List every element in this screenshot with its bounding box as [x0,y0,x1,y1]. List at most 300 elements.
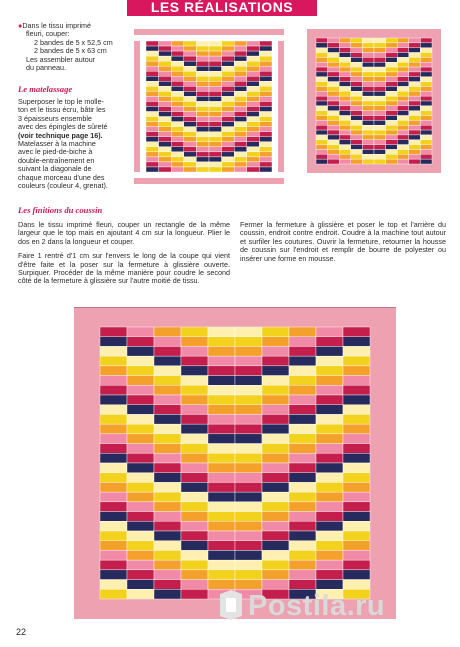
quilt-patch [362,38,374,43]
quilt-patch [328,86,340,91]
quilt-patch [209,41,222,46]
quilt-patch [386,116,398,121]
quilt-patch [146,96,159,101]
quilt-diagram-exploded [134,29,284,184]
quilt-patch [397,82,409,87]
quilt-patch [316,91,328,96]
quilt-patch [316,424,343,434]
quilt-patch [397,77,409,82]
quilt-patch [262,463,289,473]
quilt-patch [159,61,172,66]
quilt-patch [339,159,351,164]
quilt-patch [154,589,181,599]
quilt-patch [100,327,127,337]
quilt-patch [234,132,247,137]
quilt-patch [262,560,289,570]
quilt-patch [100,492,127,502]
quilt-patch [374,101,386,106]
quilt-patch [234,107,247,112]
quilt-patch [208,366,235,376]
quilt-patch [351,135,363,140]
quilt-patch [146,147,159,152]
quilt-patch [343,492,370,502]
quilt-patch [259,112,272,117]
quilt-patch [351,77,363,82]
quilt-patch [259,71,272,76]
quilt-patch [351,106,363,111]
quilt-patch [181,385,208,395]
quilt-patch [209,46,222,51]
quilt-patch [343,356,370,366]
quilt-patch [127,560,154,570]
quilt-patch [171,127,184,132]
quilt-patch [339,106,351,111]
quilt-patch [159,86,172,91]
quilt-patch [196,162,209,167]
quilt-patch [146,122,159,127]
quilt-patch [181,492,208,502]
quilt-patch [343,444,370,454]
quilt-patch [171,152,184,157]
quilt-patch [386,67,398,72]
quilt-patch [316,356,343,366]
quilt-patch [196,157,209,162]
quilt-patch [127,492,154,502]
quilt-patch [247,91,260,96]
quilt-patch [146,132,159,137]
quilt-patch [154,541,181,551]
quilt-patch [339,62,351,67]
quilt-patch [247,132,260,137]
quilt-patch [159,152,172,157]
quilt-patch [154,376,181,386]
quilt-patch [262,453,289,463]
quilt-patch [235,453,262,463]
quilt-patch [386,135,398,140]
quilt-patch [222,112,235,117]
quilt-patch [171,96,184,101]
quilt-patch [235,463,262,473]
quilt-patch [146,86,159,91]
quilt-patch [316,130,328,135]
quilt-patch [181,521,208,531]
quilt-patch [100,473,127,483]
quilt-patch [351,82,363,87]
quilt-patch [316,492,343,502]
quilt-patch [222,86,235,91]
quilt-patch [209,117,222,122]
quilt-patch [127,337,154,347]
quilt-patch [343,502,370,512]
quilt-patch [362,125,374,130]
quilt-patch [146,91,159,96]
quilt-patch [209,96,222,101]
quilt-patch [209,142,222,147]
quilt-patch [289,492,316,502]
quilt-patch [181,570,208,580]
quilt-patch [343,327,370,337]
quilt-patch [386,48,398,53]
quilt-patch [100,424,127,434]
quilt-patch [362,140,374,145]
quilt-patch [386,86,398,91]
quilt-patch [316,86,328,91]
quilt-patch [222,81,235,86]
quilt-patch [386,106,398,111]
quilt-patch [171,91,184,96]
quilt-patch [234,167,247,172]
quilt-patch [209,147,222,152]
quilt-patch [208,482,235,492]
quilt-patch [339,149,351,154]
quilt-patch [209,71,222,76]
quilt-patch [235,395,262,405]
quilt-large-illustration [74,307,396,619]
quilt-patch [343,570,370,580]
quilt-patch [328,62,340,67]
quilt-patch [181,463,208,473]
quilt-patch [100,541,127,551]
quilt-patch [289,463,316,473]
quilt-patch [171,86,184,91]
quilt-patch [289,580,316,590]
quilt-patch [146,137,159,142]
quilt-patch [208,414,235,424]
quilt-patch [420,116,432,121]
quilt-patch [100,531,127,541]
quilt-patch [362,116,374,121]
quilt-patch [247,147,260,152]
quilt-patch [235,482,262,492]
quilt-patch [196,66,209,71]
quilt-patch [343,405,370,415]
quilt-patch [127,327,154,337]
quilt-patch [247,152,260,157]
quilt-patch [184,91,197,96]
quilt-diagram-assembled [307,29,441,173]
quilt-patch [316,48,328,53]
quilt-patch [100,502,127,512]
quilt-patch [362,57,374,62]
quilt-patch [154,580,181,590]
quilt-patch [181,356,208,366]
quilt-border-strip [278,41,284,172]
quilt-border-strip [134,29,284,35]
quilt-exploded-svg [134,29,284,184]
quilt-patch [259,132,272,137]
quilt-patch [316,145,328,150]
quilt-patch [181,473,208,483]
quilt-patch [343,463,370,473]
quilt-patch [100,570,127,580]
quilt-patch [374,149,386,154]
quilt-patch [247,41,260,46]
quilt-patch [234,71,247,76]
quilt-patch [171,66,184,71]
quilt-patch [362,96,374,101]
quilt-patch [222,137,235,142]
quilt-patch [154,570,181,580]
quilt-patch [343,580,370,590]
quilt-patch [127,541,154,551]
quilt-patch [235,502,262,512]
quilt-patch [235,512,262,522]
quilt-patch [234,61,247,66]
quilt-patch [222,117,235,122]
quilt-patch [420,96,432,101]
quilt-patch [146,71,159,76]
quilt-patch [339,96,351,101]
quilt-patch [328,135,340,140]
quilt-patch [234,162,247,167]
finitions-heading: Les finitions du coussin [18,205,103,215]
quilt-patch [146,101,159,106]
quilt-patch [159,101,172,106]
quilt-patch [259,41,272,46]
matelassage-line: chaque morceau d'une des [18,172,105,182]
quilt-patch [184,51,197,56]
quilt-patch [247,81,260,86]
quilt-border-strip [134,178,284,184]
quilt-patch [362,86,374,91]
quilt-patch [409,135,421,140]
quilt-patch [234,56,247,61]
quilt-patch [247,157,260,162]
quilt-patch [222,46,235,51]
quilt-patch [262,414,289,424]
quilt-patch [409,43,421,48]
quilt-patch [328,145,340,150]
quilt-patch [409,140,421,145]
quilt-patch [259,96,272,101]
quilt-patch [235,550,262,560]
quilt-patch [259,137,272,142]
quilt-patch [209,81,222,86]
quilt-patch [208,473,235,483]
quilt-patch [339,130,351,135]
quilt-patch [362,53,374,58]
quilt-patch [374,77,386,82]
quilt-large-svg [74,307,396,619]
quilt-patch [127,366,154,376]
quilt-patch [127,444,154,454]
quilt-patch [154,492,181,502]
quilt-patch [234,147,247,152]
quilt-patch [209,61,222,66]
quilt-patch [146,167,159,172]
quilt-patch [154,560,181,570]
quilt-patch [316,521,343,531]
quilt-patch [289,473,316,483]
quilt-patch [222,142,235,147]
quilt-patch [181,444,208,454]
quilt-patch [146,157,159,162]
quilt-patch [397,116,409,121]
quilt-patch [127,570,154,580]
matelassage-line: Matelasser à la machine [18,139,96,149]
quilt-patch [222,101,235,106]
quilt-patch [146,152,159,157]
quilt-patch [343,550,370,560]
quilt-patch [247,117,260,122]
quilt-patch [386,125,398,130]
quilt-patch [259,56,272,61]
quilt-patch [397,96,409,101]
quilt-patch [409,86,421,91]
quilt-patch [181,366,208,376]
quilt-patch [374,96,386,101]
quilt-patch [339,53,351,58]
quilt-patch [409,57,421,62]
quilt-patch [209,132,222,137]
quilt-patch [208,444,235,454]
quilt-patch [328,130,340,135]
quilt-patch [100,337,127,347]
quilt-patch [409,116,421,121]
quilt-patch [208,395,235,405]
quilt-patch [184,137,197,142]
quilt-patch [339,82,351,87]
quilt-patch [351,145,363,150]
quilt-patch [222,71,235,76]
quilt-patch [196,91,209,96]
quilt-patch [209,56,222,61]
quilt-patch [181,405,208,415]
quilt-patch [196,96,209,101]
quilt-patch [339,72,351,77]
quilt-patch [208,327,235,337]
quilt-patch [100,463,127,473]
quilt-patch [420,48,432,53]
quilt-patch [362,72,374,77]
quilt-patch [127,589,154,599]
quilt-patch [127,405,154,415]
quilt-patch [343,346,370,356]
quilt-patch [181,395,208,405]
quilt-patch [184,46,197,51]
quilt-patch [409,120,421,125]
quilt-patch [127,580,154,590]
quilt-patch [374,154,386,159]
quilt-patch [289,424,316,434]
quilt-patch [328,106,340,111]
quilt-patch [234,66,247,71]
quilt-patch [259,147,272,152]
quilt-patch [208,541,235,551]
quilt-patch [259,46,272,51]
quilt-patch [159,91,172,96]
quilt-patch [409,77,421,82]
quilt-patch [259,76,272,81]
quilt-patch [146,162,159,167]
quilt-patch [316,395,343,405]
quilt-patch [262,434,289,444]
quilt-patch [362,154,374,159]
quilt-patch [184,76,197,81]
quilt-patch [343,424,370,434]
quilt-patch [154,366,181,376]
quilt-patch [235,414,262,424]
quilt-patch [159,137,172,142]
matelassage-line: avec des épingles de sûreté [18,122,108,132]
quilt-patch [171,56,184,61]
cut-list [18,22,128,72]
quilt-patch [343,337,370,347]
quilt-patch [247,71,260,76]
quilt-patch [259,81,272,86]
quilt-patch [262,337,289,347]
quilt-patch [184,162,197,167]
quilt-patch [259,167,272,172]
quilt-patch [196,61,209,66]
quilt-patch [196,56,209,61]
quilt-patch [289,366,316,376]
quilt-patch [159,132,172,137]
quilt-patch [409,154,421,159]
quilt-patch [362,67,374,72]
quilt-patch [159,117,172,122]
quilt-patch [316,376,343,386]
quilt-patch [184,101,197,106]
quilt-patch [339,140,351,145]
quilt-patch [316,434,343,444]
quilt-patch [146,51,159,56]
quilt-patch [196,51,209,56]
quilt-patch [316,453,343,463]
quilt-patch [259,86,272,91]
quilt-patch [289,560,316,570]
quilt-patch [362,149,374,154]
quilt-patch [420,101,432,106]
quilt-patch [362,43,374,48]
matelassage-line: avec le pied-de-biche à [18,147,93,157]
quilt-patch [397,86,409,91]
quilt-patch [154,424,181,434]
quilt-patch [409,48,421,53]
quilt-patch [127,473,154,483]
finitions-paragraph: Faire 1 rentré d'1 cm sur l'envers le long de la coupe qui vient d'être faite et la poser sur la fermeture à glissière ouverte. Surpiquer. Procéder de la même manière pour coudre le second côté de la fermeture à glissière sur l'autre moitié de tissu. [18,251,230,286]
quilt-patch [374,82,386,87]
quilt-patch [100,346,127,356]
quilt-patch [235,521,262,531]
quilt-patch [420,43,432,48]
quilt-patch [262,473,289,483]
quilt-patch [171,101,184,106]
cut-list-line: Dans le tissu imprimé [22,21,92,30]
quilt-patch [262,541,289,551]
quilt-patch [171,122,184,127]
quilt-patch [316,53,328,58]
quilt-patch [316,444,343,454]
quilt-patch [127,414,154,424]
quilt-patch [262,444,289,454]
quilt-patch [262,376,289,386]
quilt-patch [159,51,172,56]
quilt-patch [409,145,421,150]
quilt-patch [343,453,370,463]
quilt-patch [351,101,363,106]
quilt-patch [374,67,386,72]
quilt-patch [316,385,343,395]
quilt-patch [171,117,184,122]
quilt-patch [154,405,181,415]
quilt-patch [234,91,247,96]
quilt-patch [234,117,247,122]
quilt-patch [262,395,289,405]
quilt-patch [386,111,398,116]
quilt-patch [184,56,197,61]
quilt-patch [316,346,343,356]
